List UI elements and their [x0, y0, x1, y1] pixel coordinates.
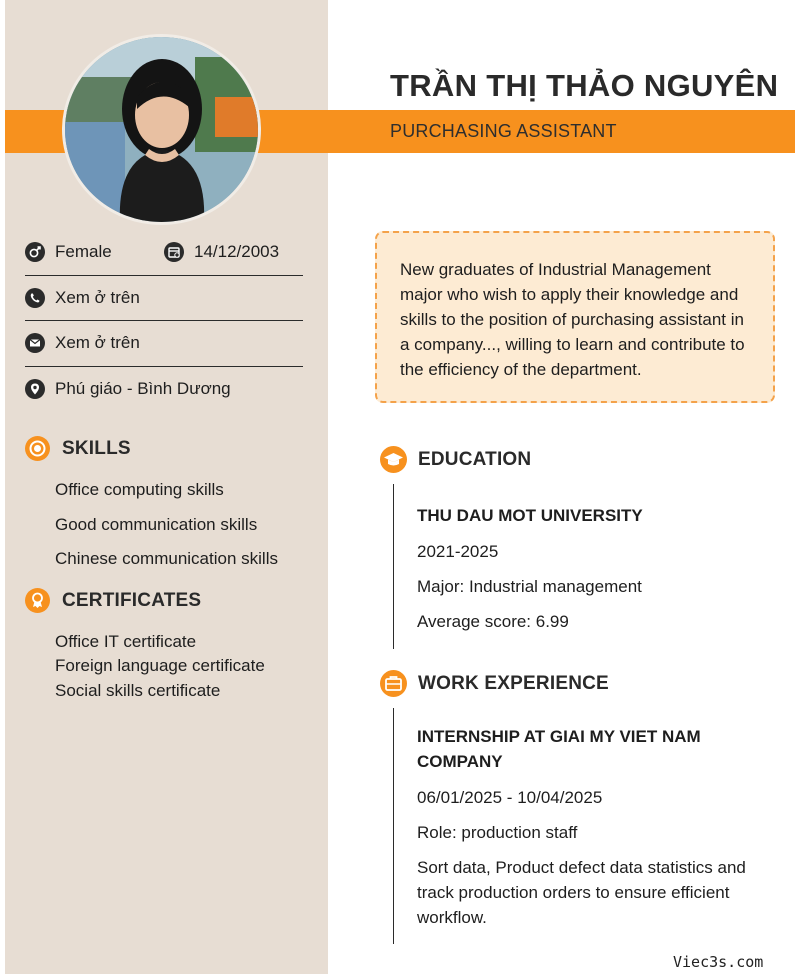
skill-item: Office computing skills [55, 480, 224, 499]
certificates-heading [25, 588, 201, 613]
contact-divider [25, 275, 303, 276]
education-timeline-line [393, 484, 394, 649]
education-score: Average score: 6.99 [417, 612, 569, 631]
work-experience-title: WORK EXPERIENCE [418, 672, 609, 694]
gender-value: Female [55, 242, 112, 261]
location-pin-icon [25, 379, 45, 399]
education-title: EDUCATION [418, 448, 532, 470]
skills-title: SKILLS [62, 437, 131, 459]
gender-birthday-row [25, 241, 303, 263]
address-row [25, 378, 303, 400]
briefcase-icon [380, 670, 407, 697]
education-years: 2021-2025 [417, 542, 499, 561]
calendar-icon [164, 242, 184, 262]
address-value: Phú giáo - Bình Dương [55, 379, 231, 398]
education-school: THU DAU MOT UNIVERSITY [417, 506, 643, 525]
career-objective-text: New graduates of Industrial Management major who wish to apply their knowledge and skills to the position of purchasing assistant in a company..., willing to learn and contribute to the efficiency of the department. [400, 260, 745, 379]
phone-icon [25, 288, 45, 308]
email-row [25, 332, 303, 354]
skills-icon [25, 436, 50, 461]
certificate-icon [25, 588, 50, 613]
work-timeline-line [393, 708, 394, 944]
skill-item: Chinese communication skills [55, 549, 278, 568]
skill-item: Good communication skills [55, 515, 258, 534]
gender-icon [25, 242, 45, 262]
career-objective-box [375, 231, 775, 403]
profile-photo [62, 34, 261, 225]
contact-divider [25, 366, 303, 367]
work-role: Role: production staff [417, 823, 578, 842]
skills-heading [25, 436, 131, 461]
birthday-value: 14/12/2003 [194, 242, 280, 261]
certificate-item: Social skills certificate [55, 681, 221, 700]
work-description: Sort data, Product defect data statistics and track production orders to ensure efficient workflow. [417, 858, 746, 927]
certificate-item: Foreign language certificate [55, 656, 265, 675]
candidate-position: PURCHASING ASSISTANT [390, 121, 617, 141]
candidate-name: TRẦN THỊ THẢO NGUYÊN [390, 68, 779, 103]
education-heading [380, 446, 531, 473]
work-experience-heading [380, 670, 609, 697]
certificate-item: Office IT certificate [55, 632, 197, 651]
work-dates: 06/01/2025 - 10/04/2025 [417, 788, 603, 807]
footer-watermark: Viec3s.com [673, 953, 764, 971]
education-major: Major: Industrial management [417, 577, 642, 596]
email-icon [25, 333, 45, 353]
graduation-cap-icon [380, 446, 407, 473]
certificates-title: CERTIFICATES [62, 589, 202, 611]
email-value: Xem ở trên [55, 333, 140, 352]
work-company: INTERNSHIP AT GIAI MY VIET NAM COMPANY [417, 727, 701, 771]
phone-row [25, 287, 303, 309]
contact-divider [25, 320, 303, 321]
profile-photo-image [65, 37, 258, 222]
phone-value: Xem ở trên [55, 288, 140, 307]
